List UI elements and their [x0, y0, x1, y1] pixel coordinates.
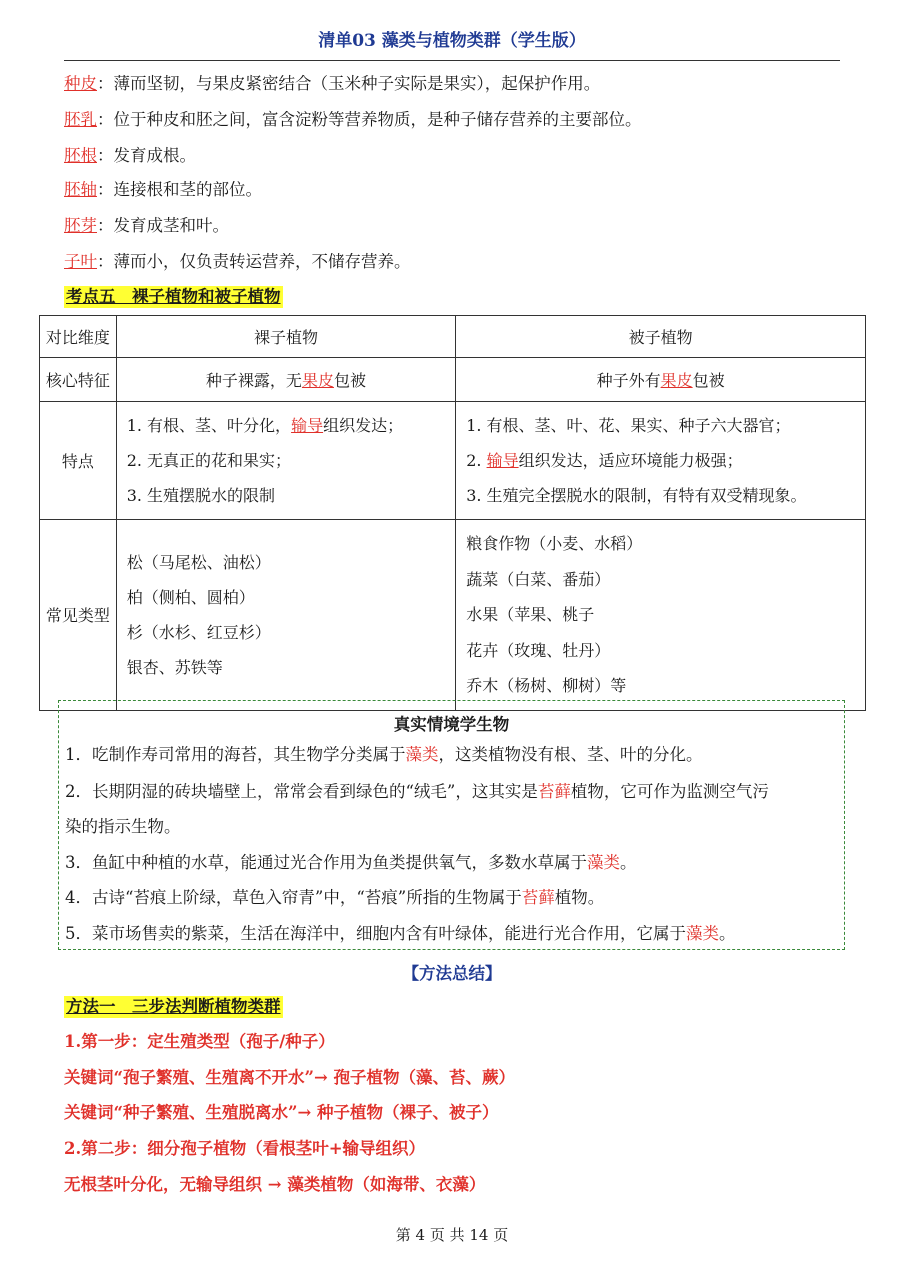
cell-core-gymnosperm [116, 358, 456, 402]
term-line-radicle [64, 144, 196, 168]
term-desc: ：发育成茎和叶。 [97, 216, 229, 235]
page-header-title: 清单03 藻类与植物类群（学生版） [318, 31, 586, 51]
cell-features-angiosperm [456, 402, 866, 520]
situation-line [65, 815, 181, 839]
method-summary-title: 【方法总结】 [402, 964, 502, 983]
header-rule [64, 60, 840, 61]
term-line-hypocotyl [64, 178, 262, 202]
term: 种皮 [64, 74, 97, 93]
keyword: 输导 [291, 416, 324, 435]
keyword: 藻类 [405, 745, 439, 764]
term-desc: ：发育成根。 [97, 146, 196, 165]
text: ，这类植物没有根、茎、叶的分化。 [438, 745, 703, 764]
situation-title: 真实情境学生物 [393, 715, 510, 734]
text: 组织发达，适应环境能力极强； [518, 451, 743, 470]
table-row-features [40, 402, 866, 520]
situation-line [65, 780, 769, 804]
table-header-dimension: 对比维度 [40, 316, 117, 358]
text: 2. [466, 451, 487, 470]
text: 植物，它可作为监测空气污 [570, 782, 769, 801]
keyword: 苔藓 [537, 782, 571, 801]
table-header-angiosperm: 被子植物 [456, 316, 866, 358]
text: 种子裸露，无 [205, 371, 302, 390]
text: 。 [719, 924, 736, 943]
term-line-endosperm [64, 108, 642, 132]
table-row-types [40, 520, 866, 711]
list-item: 蔬菜（白菜、番茄） [466, 569, 611, 589]
method-step: 1.第一步：定生殖类型（孢子/种子） [64, 1032, 335, 1051]
situation-line [65, 851, 637, 875]
keyword: 藻类 [587, 853, 620, 872]
text: 2．长期阴湿的砖块墙壁上，常常会看到绿色的“绒毛”，这其实是 [65, 782, 538, 801]
table-header-row [40, 316, 866, 358]
page-footer: 第 4 页 共 14 页 [395, 1226, 509, 1244]
term-desc: ：位于种皮和胚之间，富含淀粉等营养物质，是种子储存营养的主要部位。 [97, 110, 642, 129]
term-desc: ：连接根和茎的部位。 [97, 180, 262, 199]
text: 4．古诗“苔痕上阶绿，草色入帘青”中，“苔痕”所指的生物属于 [65, 888, 522, 907]
method-one-title: 方法一 三步法判断植物类群 [66, 997, 281, 1016]
term: 胚乳 [64, 110, 97, 129]
row-label-features: 特点 [40, 402, 117, 520]
term-line-cotyledon [64, 250, 411, 274]
term: 胚芽 [64, 216, 97, 235]
list-item: 乔木（杨树、柳树）等 [466, 676, 627, 695]
text: 包被 [333, 371, 366, 390]
list-item [466, 443, 855, 478]
list-item [127, 443, 446, 478]
cell-types-gymnosperm [116, 520, 456, 711]
row-label-types: 常见类型 [40, 520, 117, 711]
list-item: 柏（侧柏、圆柏） [126, 587, 255, 607]
text: 1．吃制作寿司常用的海苔，其生物学分类属于 [65, 745, 406, 764]
term-line-plumule [64, 214, 229, 238]
method-step: 2.第二步：细分孢子植物（看根茎叶+输导组织） [64, 1139, 426, 1158]
text: 2. 无真正的花和果实； [126, 451, 292, 470]
situation-line [65, 743, 703, 767]
text: 3. 生殖完全摆脱水的限制，有特有双受精现象。 [466, 486, 807, 505]
text: 3．鱼缸中种植的水草，能通过光合作用为鱼类提供氧气，多数水草属于 [65, 853, 587, 872]
text: 1. 有根、茎、叶、花、果实、种子六大器官； [466, 416, 791, 435]
situation-line [65, 886, 604, 910]
list-item [466, 408, 855, 443]
text: 包被 [692, 371, 725, 390]
real-situation-box [58, 700, 845, 950]
term-desc: ：薄而小，仅负责转运营养，不储存营养。 [97, 252, 411, 271]
list-item: 粮食作物（小麦、水稻） [466, 534, 643, 553]
list-item: 杉（水杉、红豆杉） [126, 622, 271, 642]
text: 染的指示生物。 [65, 817, 181, 836]
method-step: 无根茎叶分化，无输导组织 → 藻类植物（如海带、衣藻） [64, 1175, 486, 1194]
table-row-core [40, 358, 866, 402]
section5-title: 考点五 裸子植物和被子植物 [66, 287, 281, 306]
text: 种子外有 [596, 371, 661, 390]
situation-line [65, 922, 736, 946]
keyword: 藻类 [686, 924, 719, 943]
term: 胚根 [64, 146, 97, 165]
comparison-table [39, 315, 866, 711]
keyword: 果皮 [301, 371, 334, 390]
list-item [127, 408, 446, 443]
text: 组织发达； [323, 416, 404, 435]
row-label-core: 核心特征 [40, 358, 117, 402]
term-desc: ：薄而坚韧，与果皮紧密结合（玉米种子实际是果实），起保护作用。 [97, 74, 601, 93]
term: 子叶 [64, 252, 97, 271]
text: 1. 有根、茎、叶分化， [126, 416, 292, 435]
text: 3. 生殖摆脱水的限制 [126, 486, 276, 505]
keyword: 苔藓 [521, 888, 555, 907]
text: 5．菜市场售卖的紫菜，生活在海洋中，细胞内含有叶绿体，能进行光合作用，它属于 [65, 924, 686, 943]
term: 胚轴 [64, 180, 97, 199]
list-item: 银杏、苏铁等 [126, 657, 223, 677]
method-step: 关键词“种子繁殖、生殖脱离水”→ 种子植物（裸子、被子） [64, 1103, 499, 1122]
cell-features-gymnosperm [116, 402, 456, 520]
list-item: 水果（苹果、桃子 [466, 605, 595, 624]
keyword: 输导 [486, 451, 519, 470]
method-step: 关键词“孢子繁殖、生殖离不开水”→ 孢子植物（藻、苔、蕨） [64, 1068, 516, 1087]
list-item: 松（马尾松、油松） [126, 552, 271, 572]
list-item: 花卉（玫瑰、牡丹） [466, 640, 611, 660]
keyword: 果皮 [660, 371, 693, 390]
list-item [127, 478, 446, 513]
list-item [466, 478, 855, 513]
text: 植物。 [554, 888, 605, 907]
cell-types-angiosperm [456, 520, 866, 711]
text: 。 [620, 853, 637, 872]
cell-core-angiosperm [456, 358, 866, 402]
table-header-gymnosperm: 裸子植物 [116, 316, 456, 358]
term-line-seed-coat [64, 72, 600, 96]
